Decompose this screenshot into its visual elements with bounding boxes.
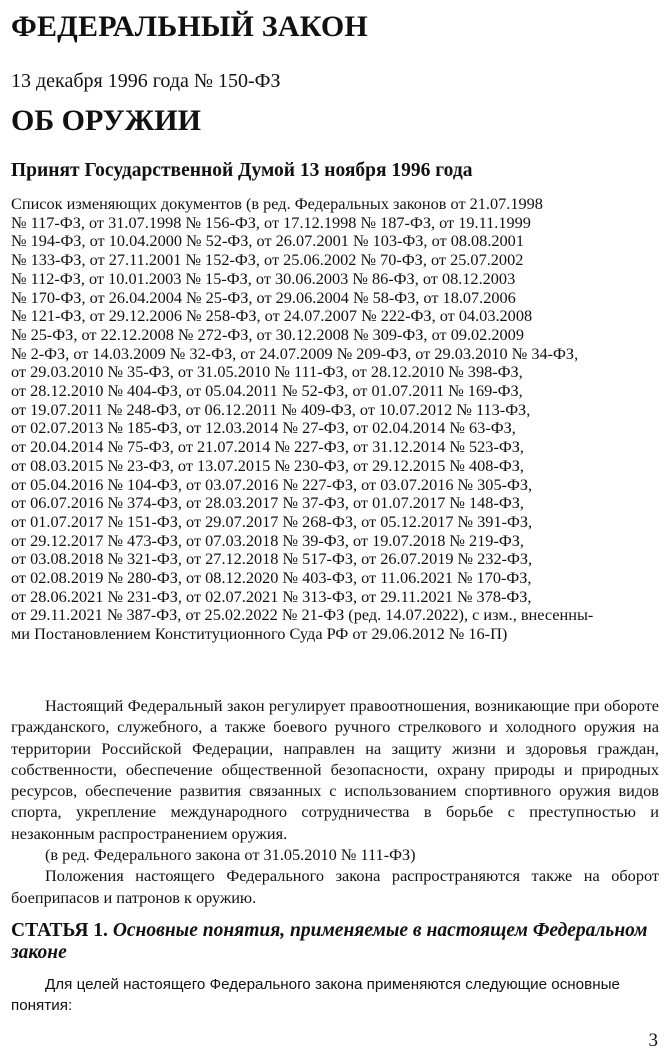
preamble-paragraph: Настоящий Федеральный закон регулирует правоотношения, возникающие при обороте гражданского, служебного, а также боевого ручного стрелкового и холодного оружия на территории Российской Федерации, направлен на защиту жизни и здоровья граждан, собственности, обеспечение общественной безопасности, охрану природы и природных ресурсов, обеспечение развития связанных с использованием спортивного оружия видов спорта, укрепление международного сотрудничества в борьбе с преступностью и незаконным распространением оружия. <box>11 696 659 843</box>
amendments-list <box>11 195 659 644</box>
amendment-line: от 28.12.2010 № 404-ФЗ, от 05.04.2011 № 52-ФЗ, от 01.07.2011 № 169-ФЗ, <box>11 381 523 401</box>
amendment-line: № 112-ФЗ, от 10.01.2003 № 15-ФЗ, от 30.06.2003 № 86-ФЗ, от 08.12.2003 <box>11 268 516 288</box>
amendment-line: от 29.12.2017 № 473-ФЗ, от 07.03.2018 № 39-ФЗ, от 19.07.2018 № 219-ФЗ, <box>11 530 524 550</box>
preamble-paragraph: Положения настоящего Федерального закона распространяются также на оборот боеприпасов и патронов к оружию. <box>11 866 659 907</box>
page-number: 3 <box>648 1030 658 1051</box>
amendment-line: от 03.08.2018 № 321-ФЗ, от 27.12.2018 № 517-ФЗ, от 26.07.2019 № 232-ФЗ, <box>11 549 533 569</box>
amendment-line: Список изменяющих документов (в ред. Федеральных законов от 21.07.1998 <box>11 194 543 213</box>
preamble <box>11 695 659 908</box>
amendment-line: от 06.07.2016 № 374-ФЗ, от 28.03.2017 № 37-ФЗ, от 01.07.2017 № 148-ФЗ, <box>11 493 524 513</box>
law-title: ОБ ОРУЖИИ <box>11 104 201 137</box>
amendment-line: от 29.03.2010 № 35-ФЗ, от 31.05.2010 № 111-ФЗ, от 28.12.2010 № 398-ФЗ, <box>11 362 523 382</box>
amendment-line: от 20.04.2014 № 75-ФЗ, от 21.07.2014 № 227-ФЗ, от 31.12.2014 № 523-ФЗ, <box>11 437 524 457</box>
amendment-line: № 25-ФЗ, от 22.12.2008 № 272-ФЗ, от 30.12.2008 № 309-ФЗ, от 09.02.2009 <box>11 324 524 344</box>
article-label: СТАТЬЯ 1. <box>11 920 108 941</box>
amendment-line: от 01.07.2017 № 151-ФЗ, от 29.07.2017 № 268-ФЗ, от 05.12.2017 № 391-ФЗ, <box>11 511 533 531</box>
amendment-line: от 02.07.2013 № 185-ФЗ, от 12.03.2014 № 27-ФЗ, от 02.04.2014 № 63-ФЗ, <box>11 418 516 438</box>
amendment-line: № 133-ФЗ, от 27.11.2001 № 152-ФЗ, от 25.06.2002 № 70-ФЗ, от 25.07.2002 <box>11 250 524 270</box>
amendment-line: № 117-ФЗ, от 31.07.1998 № 156-ФЗ, от 17.12.1998 № 187-ФЗ, от 19.11.1999 <box>11 212 531 232</box>
amendment-line: № 194-ФЗ, от 10.04.2000 № 52-ФЗ, от 26.07.2001 № 103-ФЗ, от 08.08.2001 <box>11 231 524 251</box>
article-1-body <box>11 974 659 1016</box>
amendment-line: от 02.08.2019 № 280-ФЗ, от 08.12.2020 № 403-ФЗ, от 11.06.2021 № 170-ФЗ, <box>11 568 532 588</box>
article-1-heading <box>11 920 659 964</box>
adoption-note: Принят Государственной Думой 13 ноября 1996 года <box>11 160 473 181</box>
amendment-line: от 19.07.2011 № 248-ФЗ, от 06.12.2011 № 409-ФЗ, от 10.07.2012 № 113-ФЗ, <box>11 399 531 419</box>
amendment-line: от 08.03.2015 № 23-ФЗ, от 13.07.2015 № 230-ФЗ, от 29.12.2015 № 408-ФЗ, <box>11 455 524 475</box>
article-title: Основные понятия, применяемые в настоящем Федеральном законе <box>11 920 648 963</box>
amendment-line: от 29.11.2021 № 387-ФЗ, от 25.02.2022 № 21-ФЗ (ред. 14.07.2022), с изм., внесенны- <box>11 605 594 625</box>
amendment-line: № 121-ФЗ, от 29.12.2006 № 258-ФЗ, от 24.07.2007 № 222-ФЗ, от 04.03.2008 <box>11 306 533 326</box>
amendment-line: от 05.04.2016 № 104-ФЗ, от 03.07.2016 № 227-ФЗ, от 03.07.2016 № 305-ФЗ, <box>11 474 533 494</box>
amendment-line: № 2-ФЗ, от 14.03.2009 № 32-ФЗ, от 24.07.2009 № 209-ФЗ, от 29.03.2010 № 34-ФЗ, <box>11 343 579 363</box>
amendment-reference: (в ред. Федерального закона от 31.05.2010 № 111-ФЗ) <box>45 845 416 865</box>
law-type-heading: ФЕДЕРАЛЬНЫЙ ЗАКОН <box>11 10 368 43</box>
amendment-line: от 28.06.2021 № 231-ФЗ, от 02.07.2021 № 313-ФЗ, от 29.11.2021 № 378-ФЗ, <box>11 586 532 606</box>
amendment-line: № 170-ФЗ, от 26.04.2004 № 25-ФЗ, от 29.06.2004 № 58-ФЗ, от 18.07.2006 <box>11 287 516 307</box>
article-intro: Для целей настоящего Федерального закона применяются следующие основные понятия: <box>11 976 620 1014</box>
law-date-number: 13 декабря 1996 года № 150-ФЗ <box>11 70 281 92</box>
amendment-line: ми Постановлением Конституционного Суда РФ от 29.06.2012 № 16-П) <box>11 624 508 644</box>
